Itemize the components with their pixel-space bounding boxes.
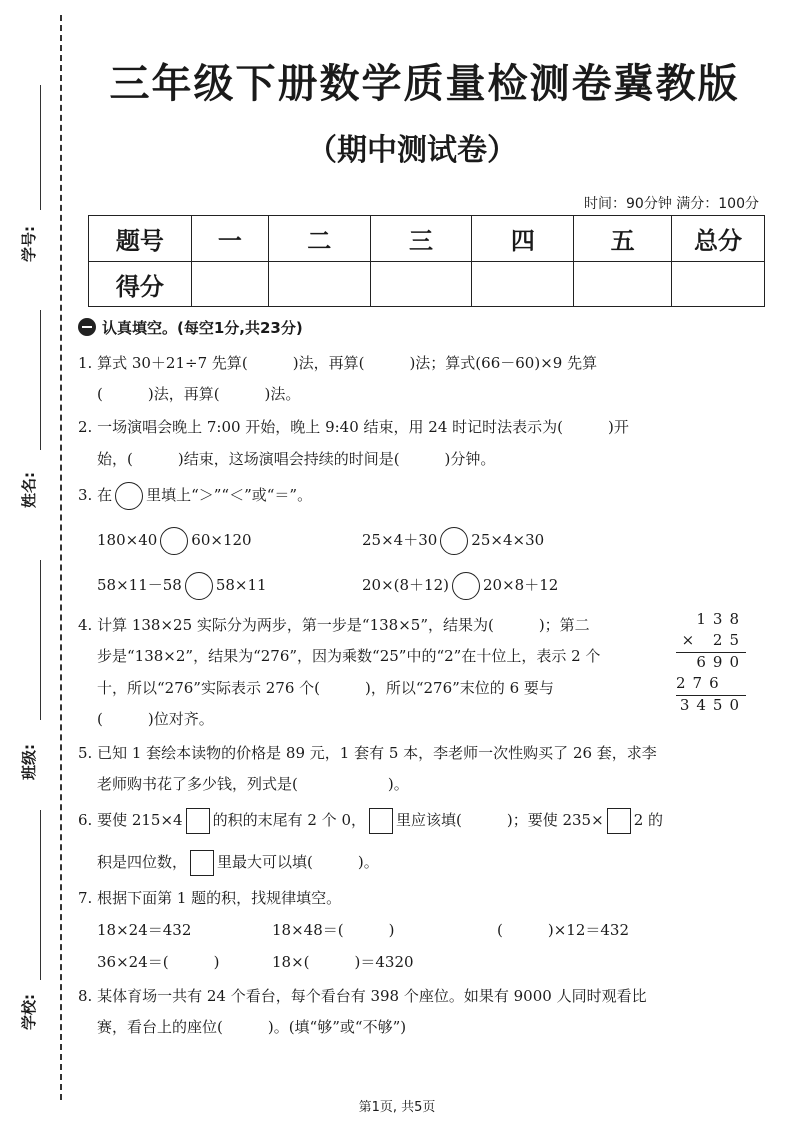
score-input-cell[interactable] [672, 262, 765, 307]
school-line [40, 810, 41, 980]
question-1-line-2: ( )法，再算( )法。 [97, 385, 301, 403]
expr-left: 20×(8＋12) [362, 576, 449, 594]
calc-row: 276 [676, 674, 726, 692]
score-table [88, 215, 765, 307]
box-icon [369, 808, 393, 834]
score-input-cell[interactable] [472, 262, 574, 307]
time-info: 时间：90分钟 满分：100分 [584, 196, 759, 212]
question-2-line-1: 2. 一场演唱会晚上 7:00 开始，晚上 9:40 结束，用 24 时记时法表示为( )开 [78, 418, 629, 436]
compare-circle-icon [115, 482, 143, 510]
school-label: 学校: [20, 994, 38, 1030]
header-cell: 二 [268, 216, 370, 262]
class-label: 班级: [20, 744, 38, 780]
question-4-line-1: 4. 计算 138×25 实际分为两步，第一步是“138×5”，结果为( )；第二 [78, 616, 590, 634]
expr-right: 60×120 [191, 531, 252, 549]
q6-text: 里最大可以填( )。 [217, 853, 379, 871]
q3-text-post: 里填上“＞”“＜”或“＝”。 [146, 486, 313, 504]
score-input-cell[interactable] [268, 262, 370, 307]
question-6-line-2 [97, 850, 379, 876]
class-line [40, 560, 41, 720]
q3-item-d [362, 572, 558, 600]
section-number-icon [78, 318, 96, 336]
answer-circle[interactable] [452, 572, 480, 600]
q7-item: 18×( )＝4320 [272, 953, 414, 971]
answer-circle[interactable] [160, 527, 188, 555]
expr-right: 25×4×30 [471, 531, 545, 549]
score-input-cell[interactable] [574, 262, 672, 307]
q3-item-c [97, 572, 267, 600]
section-heading [78, 317, 303, 338]
expr-left: 25×4＋30 [362, 531, 438, 549]
question-7-heading: 7. 根据下面第 1 题的积，找规律填空。 [78, 889, 342, 907]
question-8-line-1: 8. 某体育场一共有 24 个看台，每个看台有 398 个座位。如果有 9000 人同时观看比 [78, 987, 647, 1005]
score-input-cell[interactable] [191, 262, 268, 307]
q7-item: ( )×12＝432 [497, 921, 629, 939]
score-table-header-row [89, 216, 765, 262]
expr-right: 20×8＋12 [483, 576, 559, 594]
header-cell: 五 [574, 216, 672, 262]
question-4-line-4: ( )位对齐。 [97, 710, 214, 728]
header-cell: 一 [191, 216, 268, 262]
question-4-line-2: 步是“138×2”，结果为“276”，因为乘数“25”中的“2”在十位上，表示 2 个 [97, 647, 601, 665]
q6-text: 2 的 [633, 811, 663, 829]
q6-text: 里应该填( )；要使 235× [396, 811, 604, 829]
calc-row: × 25 [681, 631, 746, 649]
answer-circle[interactable] [440, 527, 468, 555]
page-subtitle: （期中测试卷） [307, 133, 517, 168]
expr-right: 58×11 [215, 576, 267, 594]
score-input-cell[interactable] [370, 262, 472, 307]
q3-item-a [97, 527, 252, 555]
score-table-score-row [89, 262, 765, 307]
q3-text-pre: 3. 在 [78, 486, 113, 504]
question-3-instruction [78, 482, 312, 510]
q7-item: 18×48＝( ) [272, 921, 395, 939]
question-4-line-3: 十，所以“276”实际表示 276 个( )，所以“276”末位的 6 要与 [97, 679, 554, 697]
question-5-line-2: 老师购书花了多少钱，列式是( )。 [97, 775, 409, 793]
question-8-line-2: 赛，看台上的座位( )。(填“够”或“不够”) [97, 1018, 407, 1036]
calc-row: 690 [676, 652, 746, 674]
q6-text: 6. 要使 215×4 [78, 811, 183, 829]
student-id-label: 学号: [20, 226, 38, 262]
q6-text: 的积的末尾有 2 个 0， [212, 811, 366, 829]
binding-dashed-line [60, 15, 62, 1100]
expr-left: 58×11－58 [97, 576, 182, 594]
section-heading-text: 认真填空。(每空1分,共23分) [102, 319, 303, 337]
q7-item: 18×24＝432 [97, 921, 192, 939]
answer-box[interactable] [186, 808, 210, 834]
q6-text: 积是四位数， [97, 853, 188, 871]
header-cell: 题号 [89, 216, 192, 262]
question-5-line-1: 5. 已知 1 套绘本读物的价格是 89 元，1 套有 5 本，李老师一次性购买了 26 套，求李 [78, 744, 657, 762]
question-6-line-1 [78, 808, 663, 834]
header-cell: 总分 [672, 216, 765, 262]
page-number: 第1页, 共5页 [358, 1100, 436, 1115]
box-icon [190, 850, 214, 876]
name-line [40, 310, 41, 450]
header-cell: 四 [472, 216, 574, 262]
calc-row: 3450 [676, 695, 746, 717]
question-1-line-1: 1. 算式 30＋21÷7 先算( )法，再算( )法；算式(66－60)×9 先算 [78, 354, 598, 372]
answer-box[interactable] [607, 808, 631, 834]
page-title: 三年级下册数学质量检测卷冀教版 [109, 61, 740, 107]
name-label: 姓名: [20, 472, 38, 508]
q3-item-b [362, 527, 544, 555]
expr-left: 180×40 [97, 531, 158, 549]
question-2-line-2: 始，( )结束，这场演唱会持续的时间是( )分钟。 [97, 450, 496, 468]
answer-circle[interactable] [185, 572, 213, 600]
calc-row: 138 [696, 610, 746, 628]
q7-item: 36×24＝( ) [97, 953, 220, 971]
vertical-multiplication [676, 610, 746, 717]
header-cell: 三 [370, 216, 472, 262]
row-label-cell: 得分 [89, 262, 192, 307]
